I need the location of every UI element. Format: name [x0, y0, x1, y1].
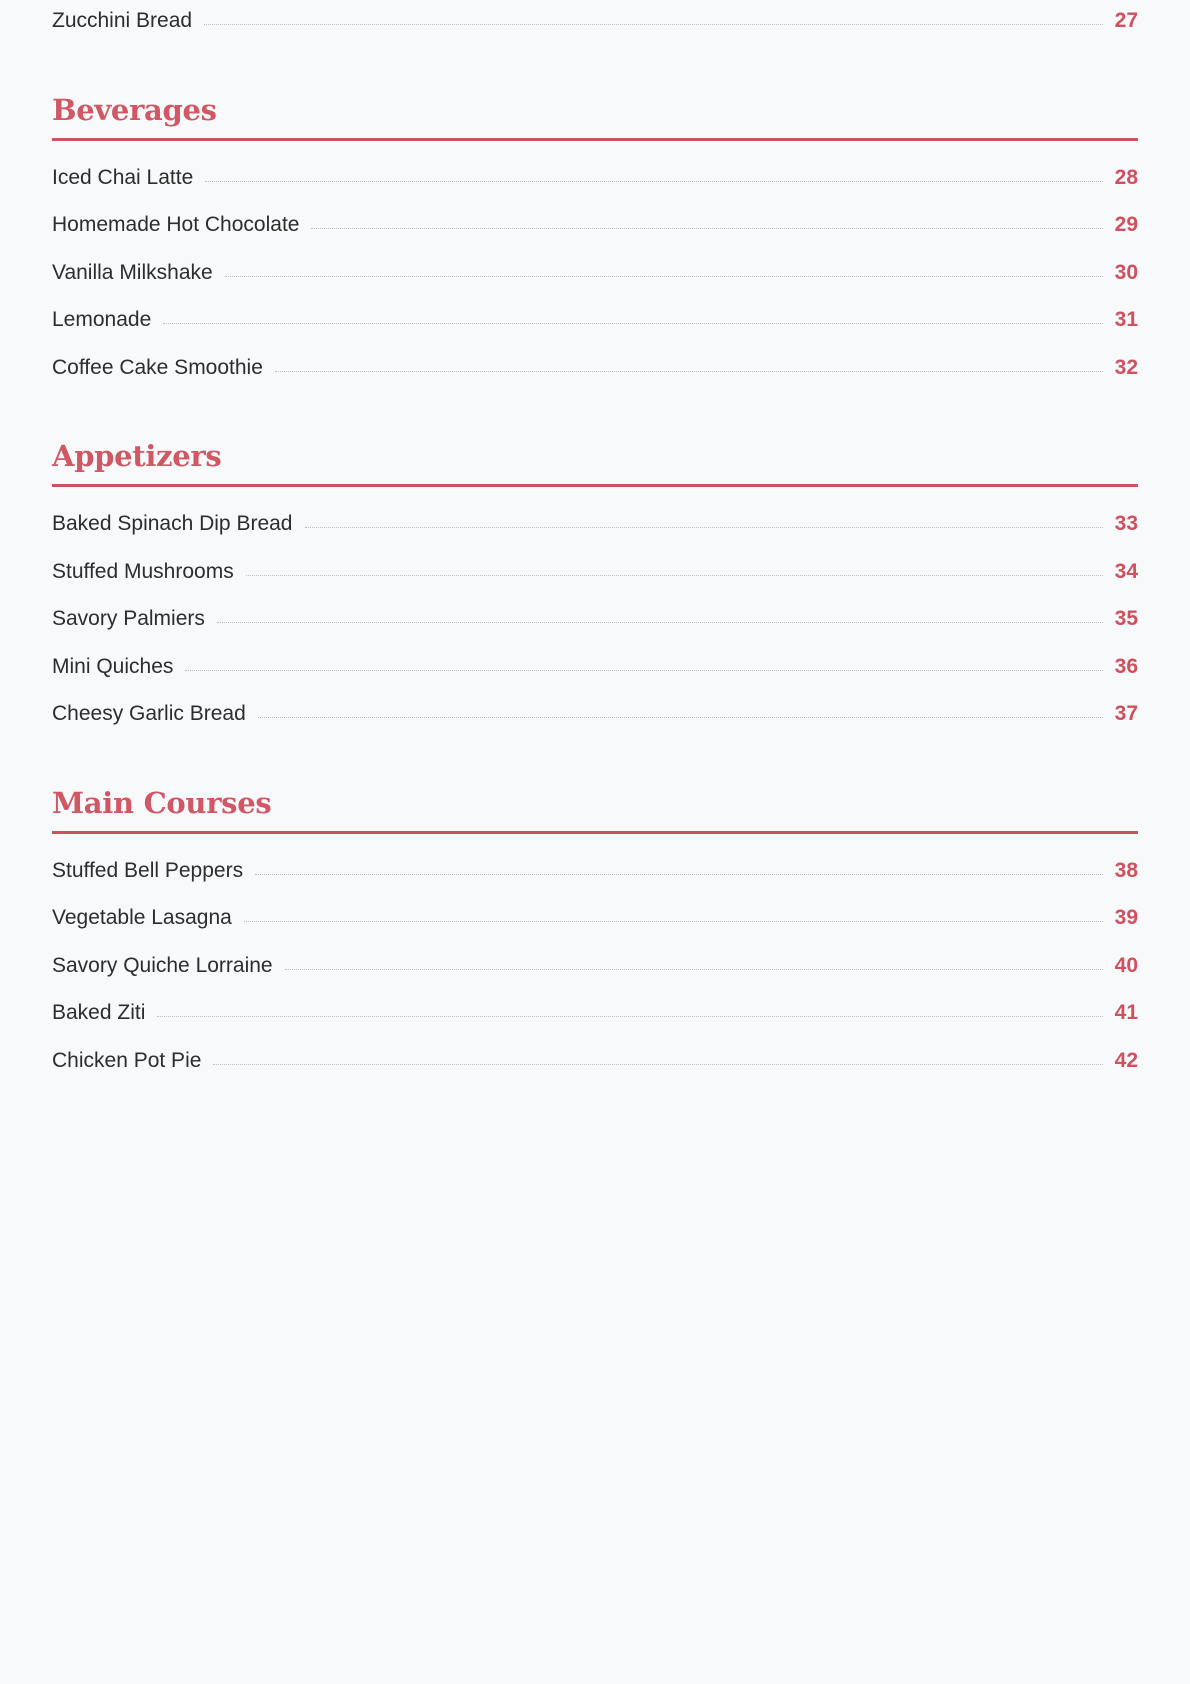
dot-leader	[163, 323, 1102, 324]
dot-leader	[255, 874, 1103, 875]
toc-entry-title: Savory Quiche Lorraine	[52, 953, 273, 977]
toc-entry-title: Iced Chai Latte	[52, 165, 194, 189]
dot-leader	[285, 969, 1103, 970]
dot-leader	[213, 1064, 1102, 1065]
dot-leader	[185, 670, 1102, 671]
toc-entry[interactable]	[52, 561, 1138, 609]
section-heading: Appetizers	[52, 442, 1138, 487]
section-beverages	[52, 92, 1138, 405]
toc-entry-title: Lemonade	[52, 308, 152, 331]
toc-entry-title: Chicken Pot Pie	[52, 1048, 202, 1072]
toc-entry-page: 32	[1114, 355, 1138, 379]
dot-leader	[305, 527, 1103, 528]
toc-entry[interactable]	[52, 167, 1138, 215]
toc-entry-page: 28	[1114, 165, 1138, 189]
toc-entry-title: Zucchini Bread	[52, 9, 193, 32]
toc-entry-page: 34	[1114, 559, 1138, 583]
toc-entry-page: 39	[1114, 906, 1138, 929]
toc-entry-title: Cheesy Garlic Bread	[52, 702, 246, 725]
toc-entry-title: Homemade Hot Chocolate	[52, 213, 300, 236]
toc-entry[interactable]	[52, 262, 1138, 310]
dot-leader	[157, 1016, 1102, 1017]
toc-entry-title: Baked Spinach Dip Bread	[52, 512, 293, 535]
dot-leader	[244, 921, 1103, 922]
toc-entry-page: 30	[1114, 260, 1138, 284]
toc-entry[interactable]	[52, 1002, 1138, 1050]
toc-entry-title: Coffee Cake Smoothie	[52, 355, 263, 379]
toc-entry-title: Stuffed Bell Peppers	[52, 858, 244, 882]
dot-leader	[204, 24, 1103, 25]
toc-entry-page: 37	[1114, 702, 1138, 725]
toc-entry[interactable]	[52, 907, 1138, 955]
toc-entry-page: 40	[1114, 953, 1138, 977]
toc-entry-zucchini-bread[interactable]	[52, 0, 1138, 58]
toc-entry[interactable]	[52, 309, 1138, 357]
dot-leader	[225, 276, 1103, 277]
toc-entry-page: 38	[1114, 858, 1138, 882]
section-heading: Beverages	[52, 96, 1138, 141]
dot-leader	[258, 717, 1103, 718]
section-appetizers	[52, 439, 1138, 751]
toc-entry[interactable]	[52, 860, 1138, 908]
toc-entry-page: 33	[1114, 512, 1138, 535]
toc-entry-page: 36	[1114, 654, 1138, 678]
toc-entry-title: Mini Quiches	[52, 654, 174, 678]
toc-entry-title: Vanilla Milkshake	[52, 260, 213, 284]
dot-leader	[205, 181, 1102, 182]
dot-leader	[246, 575, 1103, 576]
toc-entry-page: 27	[1114, 9, 1138, 32]
toc-entry-page: 31	[1114, 308, 1138, 331]
toc-entry-title: Vegetable Lasagna	[52, 906, 232, 929]
toc-entry-title: Baked Ziti	[52, 1001, 146, 1024]
toc-entry-page: 41	[1114, 1001, 1138, 1024]
toc-entry-title: Savory Palmiers	[52, 607, 205, 630]
dot-leader	[311, 228, 1102, 229]
toc-entry-page: 35	[1114, 607, 1138, 630]
toc-entry[interactable]	[52, 703, 1138, 751]
dot-leader	[275, 371, 1103, 372]
dot-leader	[217, 622, 1103, 623]
toc-entry-title: Stuffed Mushrooms	[52, 559, 234, 583]
toc-entry[interactable]	[52, 513, 1138, 561]
toc-entry-page: 42	[1114, 1048, 1138, 1072]
toc-entry[interactable]	[52, 1050, 1138, 1098]
toc-entry-page: 29	[1114, 213, 1138, 236]
section-heading: Main Courses	[52, 789, 1138, 834]
toc-entry[interactable]	[52, 357, 1138, 405]
section-main-courses	[52, 785, 1138, 1098]
toc-entry[interactable]	[52, 955, 1138, 1003]
toc-entry[interactable]	[52, 608, 1138, 656]
toc-entry[interactable]	[52, 214, 1138, 262]
toc-entry[interactable]	[52, 656, 1138, 704]
